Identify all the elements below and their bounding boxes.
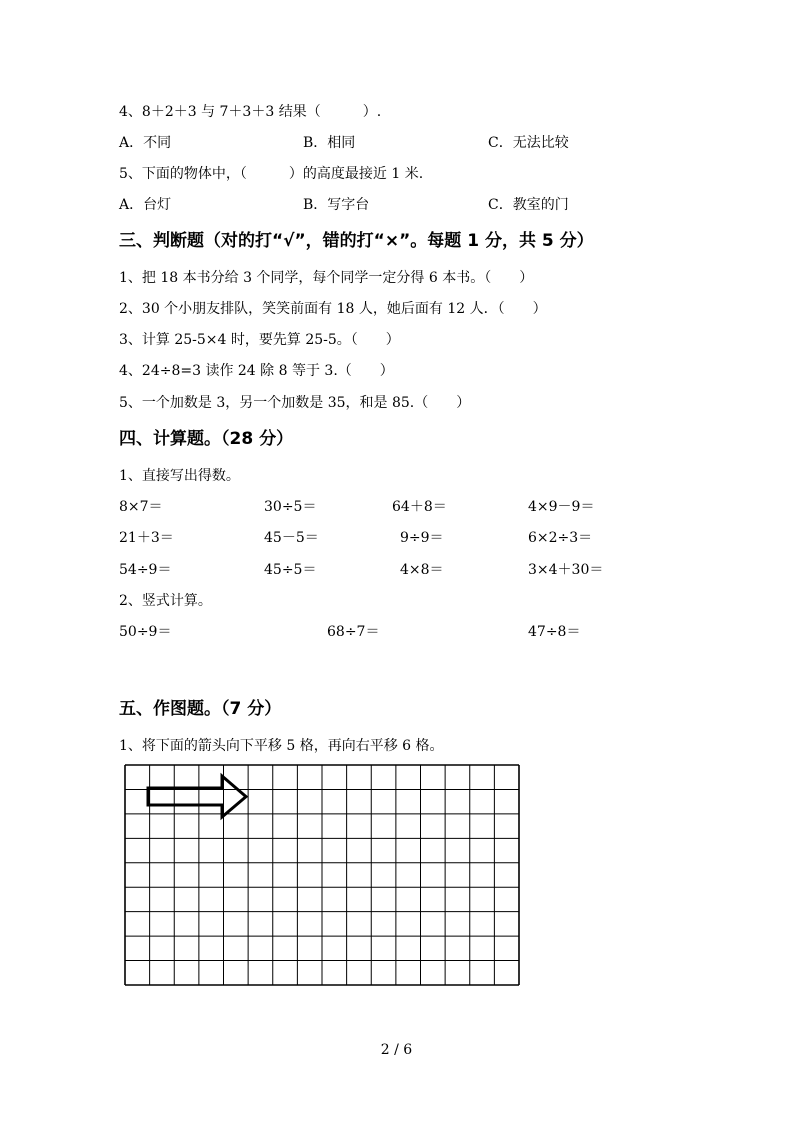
judge-item-1: 1、把 18 本书分给 3 个同学，每个同学一定分得 6 本书。（ ）: [119, 270, 534, 286]
page-number: 2 / 6: [380, 1042, 413, 1058]
calc-r1c3: 64＋8＝: [392, 499, 447, 515]
section4-title: 四、计算题。（28 分）: [119, 429, 294, 449]
judge-item-3: 3、计算 25-5×4 时，要先算 25-5。（ ）: [119, 332, 400, 348]
calc-r2c2: 45－5＝: [264, 530, 319, 546]
calc-r3c2: 45÷5＝: [264, 562, 317, 578]
calc-r1c2: 30÷5＝: [264, 499, 317, 515]
question-4-stem: 4、8＋2＋3 与 7＋3＋3 结果（ ）.: [119, 104, 382, 120]
calc-r3c3: 4×8＝: [400, 562, 444, 578]
q5-option-b: B．写字台: [303, 197, 370, 213]
drawing-grid[interactable]: [124, 764, 520, 986]
q5-option-a: A．台灯: [119, 197, 172, 213]
judge-item-4: 4、24÷8=3 读作 24 除 8 等于 3.（ ）: [119, 363, 394, 379]
q5-option-c: C．教室的门: [488, 197, 569, 213]
section3-title: 三、判断题（对的打“√”，错的打“×”。每题 1 分，共 5 分）: [119, 231, 594, 251]
vertical-calc-2: 68÷7＝: [327, 624, 380, 640]
section5-title: 五、作图题。（7 分）: [119, 699, 282, 719]
calc-r2c4: 6×2÷3＝: [528, 530, 593, 546]
grid-svg: [124, 764, 520, 986]
vertical-calc-1: 50÷9＝: [119, 624, 172, 640]
section4-sub1: 1、直接写出得数。: [119, 468, 240, 484]
q4-option-c: C．无法比较: [488, 135, 569, 151]
arrow-shape: [148, 776, 246, 817]
vertical-calc-3: 47÷8＝: [528, 624, 581, 640]
calc-r3c4: 3×4＋30＝: [528, 562, 604, 578]
calc-r3c1: 54÷9＝: [119, 562, 172, 578]
q4-option-a: A．不同: [119, 135, 172, 151]
section4-sub2: 2、竖式计算。: [119, 593, 212, 609]
judge-item-2: 2、30 个小朋友排队，笑笑前面有 18 人，她后面有 12 人．（ ）: [119, 301, 547, 317]
calc-r1c4: 4×9－9＝: [528, 499, 595, 515]
question-5-stem: 5、下面的物体中，（ ）的高度最接近 1 米.: [119, 166, 424, 182]
calc-r2c1: 21＋3＝: [119, 530, 174, 546]
section5-sub1: 1、将下面的箭头向下平移 5 格，再向右平移 6 格。: [119, 738, 444, 754]
judge-item-5: 5、一个加数是 3，另一个加数是 35，和是 85.（ ）: [119, 395, 471, 411]
q4-option-b: B．相同: [303, 135, 356, 151]
calc-r2c3: 9÷9＝: [400, 530, 444, 546]
calc-r1c1: 8×7＝: [119, 499, 163, 515]
